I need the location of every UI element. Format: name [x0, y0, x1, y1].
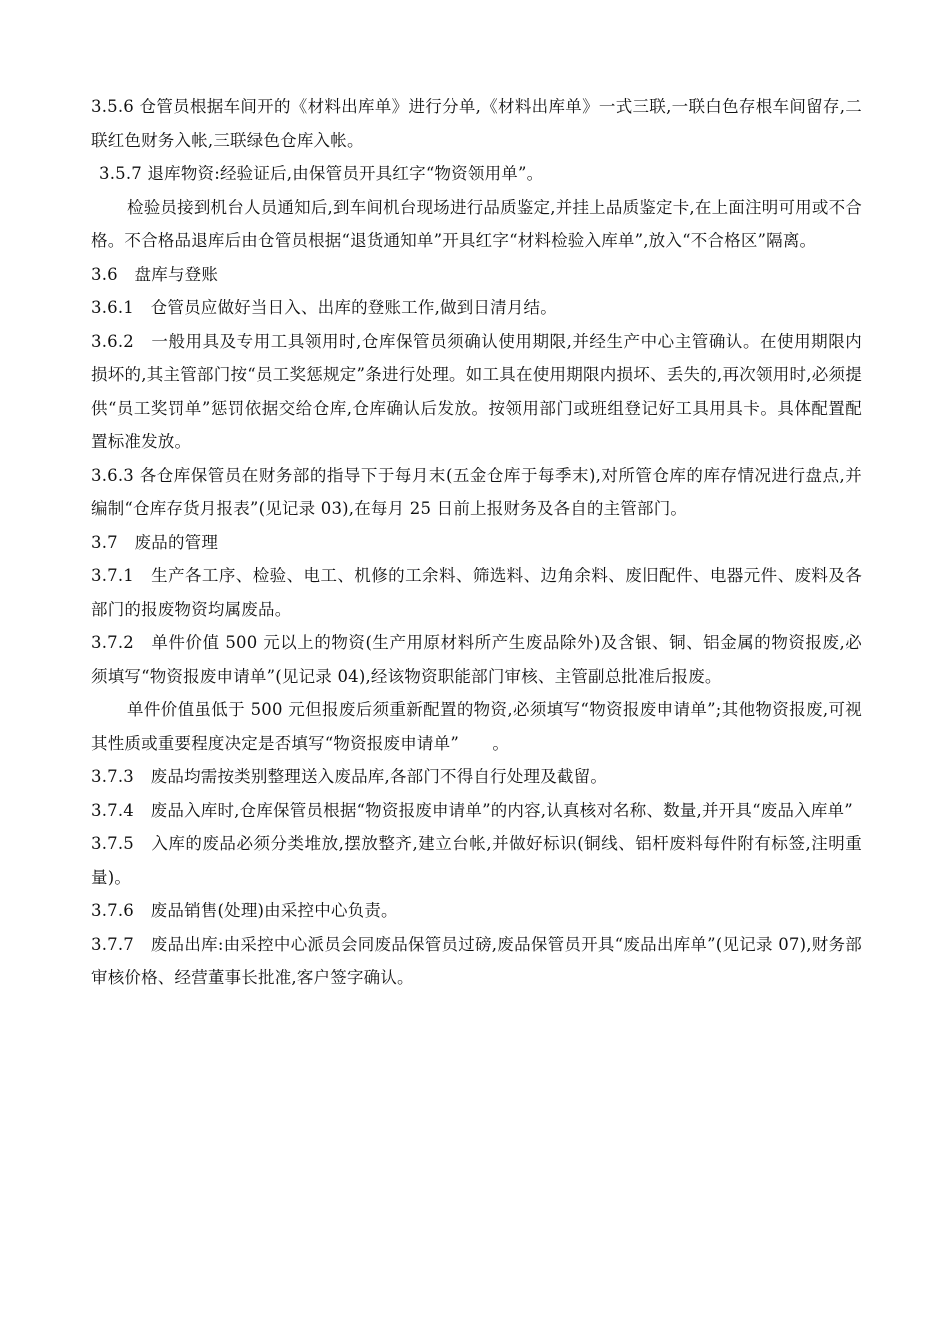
paragraph-3-6-3: 3.6.3 各仓库保管员在财务部的指导下于每月末(五金仓库于每季末),对所管仓库的库存情况进行盘点,并编制“仓库存货月报表”(见记录 03),在每月 25 日前上报财务及各自的主管部门。 [91, 465, 862, 518]
paragraph-3-7-7: 3.7.7 废品出库:由采控中心派员会同废品保管员过磅,废品保管员开具“废品出库单”(见记录 07),财务部审核价格、经营董事长批准,客户签字确认。 [91, 934, 862, 987]
paragraph-low-value: 单件价值虽低于 500 元但报废后须重新配置的物资,必须填写“物资报废申请单”;其他物资报废,可视其性质或重要程度决定是否填写“物资报废申请单” 。 [91, 700, 862, 753]
paragraph-3-7-4: 3.7.4 废品入库时,仓库保管员根据“物资报废申请单”的内容,认真核对名称、数量,并开具“废品入库单” [91, 800, 853, 820]
paragraph-3-7-6: 3.7.6 废品销售(处理)由采控中心负责。 [91, 901, 398, 920]
paragraph-3-7-1: 3.7.1 生产各工序、检验、电工、机修的工余料、筛选料、边角余料、废旧配件、电器元件、废料及各部门的报废物资均属废品。 [91, 566, 862, 619]
paragraph-inspection: 检验员接到机台人员通知后,到车间机台现场进行品质鉴定,并挂上品质鉴定卡,在上面注明可用或不合格。不合格品退库后由仓管员根据“退货通知单”开具红字“材料检验入库单”,放入“不合格区”隔离。 [91, 197, 862, 250]
paragraph-3-7-2: 3.7.2 单件价值 500 元以上的物资(生产用原材料所产生废品除外)及含银、铜、铝金属的物资报废,必须填写“物资报废申请单”(见记录 04),经该物资职能部门审核、主管副总批准后报废。 [91, 633, 862, 686]
paragraph-3-7-3: 3.7.3 废品均需按类别整理送入废品库,各部门不得自行处理及截留。 [91, 767, 608, 786]
paragraph-3-5-6: 3.5.6 仓管员根据车间开的《材料出库单》进行分单,《材料出库单》一式三联,一联白色存根车间留存,二联红色财务入帐,三联绿色仓库入帐。 [91, 97, 862, 150]
paragraph-3-6-1: 3.6.1 仓管员应做好当日入、出库的登账工作,做到日清月结。 [91, 298, 557, 317]
heading-3-6: 3.6 盘库与登账 [91, 264, 219, 284]
heading-3-7: 3.7 废品的管理 [91, 532, 219, 552]
paragraph-3-7-5: 3.7.5 入库的废品必须分类堆放,摆放整齐,建立台帐,并做好标识(铜线、铝杆废料每件附有标签,注明重量)。 [91, 834, 862, 887]
paragraph-3-6-2: 3.6.2 一般用具及专用工具领用时,仓库保管员须确认使用期限,并经生产中心主管确认。在使用期限内损坏的,其主管部门按“员工奖惩规定”条进行处理。如工具在使用期限内损坏、丢失的,再次领用时,必须提供“员工奖罚单”惩罚依据交给仓库,仓库确认后发放。按领用部门或班组登记好工具用具卡。具体配置配置标准发放。 [91, 331, 862, 451]
paragraph-3-5-7: 3.5.7 退库物资:经验证后,由保管员开具红字“物资领用单”。 [99, 164, 544, 183]
